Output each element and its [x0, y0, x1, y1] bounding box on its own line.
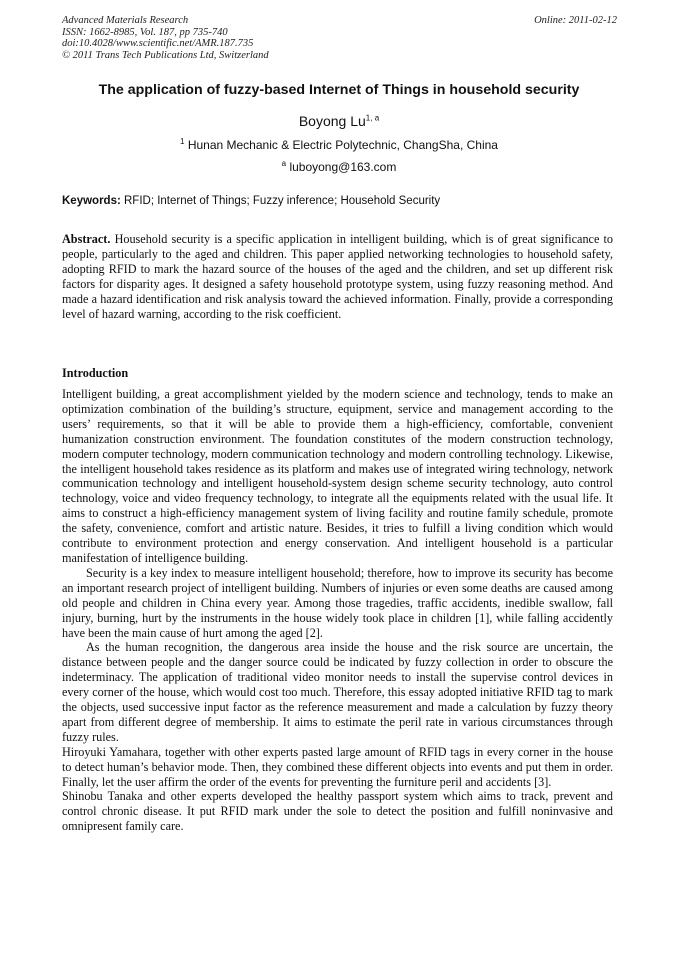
- abstract: [62, 232, 613, 321]
- keywords-text: RFID; Internet of Things; Fuzzy inference; Household Security: [124, 195, 441, 207]
- introduction-body: [62, 387, 613, 834]
- doi-line: doi:10.4028/www.scientific.net/AMR.187.735: [62, 38, 254, 49]
- section-heading-introduction: Introduction: [62, 366, 129, 380]
- copyright-line: © 2011 Trans Tech Publications Ltd, Switzerland: [62, 49, 269, 61]
- journal-name: Advanced Materials Research: [62, 15, 189, 26]
- email-address: luboyong@163.com: [289, 160, 397, 174]
- keywords: [62, 195, 622, 207]
- intro-paragraph: Intelligent building, a great accomplishment yielded by the modern science and technology, tends to make an optimization combination of the building’s structure, equipment, service and management according to the users’ requirements, so that it will be able to provide them a high-efficiency, comfortable, convenient humanization construction environment. The foundation constitutes of the modern construction technology, modern computer technology, modern communication technology and modern controlling technology. Likewise, the intelligent household takes residence as its platform and makes use of integrated wiring technology, network communication technology and intelligent household-system design scheme security technology, auto control technology, voice and video frequency technology, to integrate all the equipments related with the usual life. It aims to construct a high-efficiency management system of living facility and routine family schedule, promote the safety, convenience, comfort and artistic nature. Besides, it tries to fulfill a living condition which would contribute to environment protection and energy conservation. And intelligent household is a particular manifestation of intelligence building.: [62, 387, 613, 565]
- intro-paragraph: Hiroyuki Yamahara, together with other experts pasted large amount of RFID tags in every corner in the house to detect human’s behavior mode. Then, they combined these different objects into events and put them in order. Finally, let the user affirm the order of the events for preventing the furniture peril and accidents [3].: [62, 744, 613, 789]
- affiliation-line: [0, 138, 678, 152]
- keywords-label: Keywords:: [62, 195, 121, 207]
- email-line: [0, 160, 678, 174]
- intro-paragraph: As the human recognition, the dangerous area inside the house and the risk source are uncertain, the distance between people and the danger source could be indicated by fuzzy collection in order to obscure the indeterminacy. The application of traditional video monitor needs to install the supervise control devices in every corner of the house, which would cost too much. Therefore, this essay adopted initiative RFID tag to mark the objects, used successive input factor as the reference measurement and made a calculation by fuzzy theory apart from different degree of membership. It aims to estimate the peril rate in various circumstances through fuzzy rules.: [62, 640, 613, 744]
- author-line: [0, 113, 678, 129]
- issn-line: ISSN: 1662-8985, Vol. 187, pp 735-740: [62, 26, 228, 38]
- author-name: Boyong Lu: [298, 113, 366, 129]
- online-date: Online: 2011-02-12: [534, 15, 617, 26]
- affiliation-text: Hunan Mechanic & Electric Polytechnic, ChangSha, China: [187, 138, 498, 152]
- author-marks: 1, a: [365, 113, 380, 123]
- paper-title: The application of fuzzy-based Internet of Things in household security: [98, 82, 580, 98]
- affiliation-mark: 1: [180, 137, 185, 146]
- intro-paragraph: Security is a key index to measure intelligent household; therefore, how to improve its security has become an important research project of intelligent building. Numbers of injuries or even some deaths are caused among old people and children in China every year. Among those tragedies, traffic accidents, inedible swallow, fall injury, burning, hurt by the instruments in the house widely took place in children [1], while falling accidently have been the main cause of hurt among the aged [2].: [62, 565, 613, 640]
- abstract-text: Household security is a specific application in intelligent building, which is of great significance to people, particularly to the aged and children. This paper applied networking technologies to household safety, adopting RFID to mark the hazard source of the houses of the aged and the children, and set up different risk factors for disparity ages. It designed a safety household prototype system, using fuzzy reasoning method. And made a hazard identification and risk analysis toward the achieved information. Finally, provide a corresponding level of hazard warning, according to the risk coefficient.: [62, 232, 613, 321]
- abstract-label: Abstract.: [62, 232, 111, 246]
- intro-paragraph: Shinobu Tanaka and other experts developed the healthy passport system which aims to track, prevent and control chronic disease. It put RFID mark under the sole to detect the position and fulfill noninvasive and omnipresent family care.: [62, 789, 613, 834]
- journal-header: [62, 15, 617, 61]
- email-mark: a: [281, 159, 287, 168]
